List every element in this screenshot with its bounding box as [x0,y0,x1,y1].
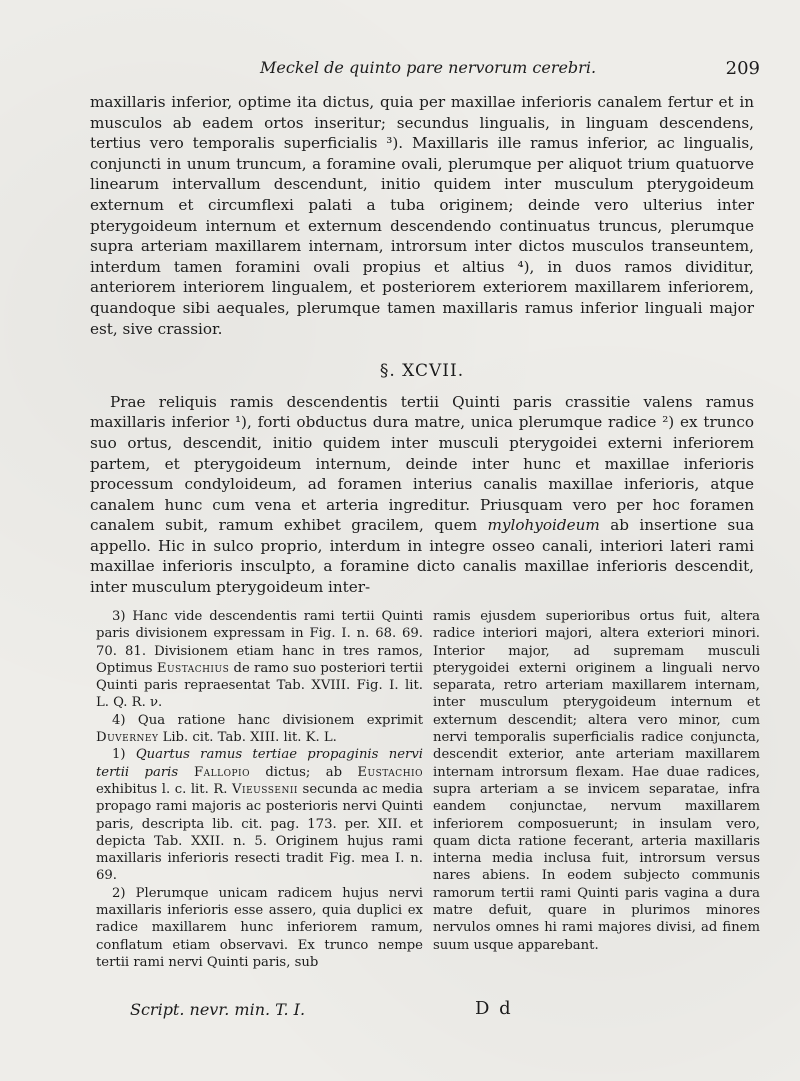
footnotes [96,608,760,988]
footnote-2: 2) Plerumque unicam radicem hujus nervi maxillaris inferioris esse assero, quia duplici ex radice maxillarem hunc inferiorem ramum, conflatum etiam observavi. Ex trunco nempe tertii rami nervi Quinti paris, sub [96,885,423,970]
footnote-1-quote: Quartus ramus tertiae propaginis nervi tertii paris [96,747,423,780]
footnote-4 [96,712,423,747]
signature-mark: Script. nevr. min. T. I. [130,1000,306,1019]
page-footer [130,1000,690,1026]
author-fallopio: Fallopio [178,764,250,780]
main-text [90,92,754,598]
footnote-3 [96,608,423,712]
section-paragraph-part-2: ab insertione sua appello. Hic in sulco proprio, interdum in integre osseo canali, interiori lateri rami maxillae inferioris insculpto, a foramine dicto canalis maxillae inferioris descendit, inter musculum pterygoideum inter- [90,516,755,597]
footnote-2-continued: ramis ejusdem superioribus ortus fuit, altera radice interiori majori, altera exteriori minori. Interior major, ad supremam musculi pterygoidei externi originem a linguali nervo separata, retro arteriam maxillarem internam, inter musculum pterygoideum internum et externum descendit; altera vero minor, cum nervi temporalis superficialis radice conjuncta, descendit exterior, ante arteriam maxillarem internam introrsum flexam. Hae duae radices, supra arteriam a se invicem separatae, infra eandem conjunctae, nervum maxillarem inferiorem composuerunt; in insulam vero, quam dicta ratione fecerant, arteria maxillaris interna media inclusa fuit, introrsum versus nares abiens. In eodem subjecto communis ramorum tertii rami Quinti paris vagina a dura matre defuit, quare in plurimos minores nervulos omnes hi rami majores divisi, ad finem suum usque apparebant. [433,609,760,953]
footnote-1-text-b: exhibitus l. c. lit. R. [96,781,233,797]
page-header [90,58,760,82]
footnote-1-text-c: secunda ac media propago rami majoris ac posterioris nervi Quinti paris, descripta lib. cit. pag. 173. per. XII. et depicta Tab. XXII. n. 5. Originem hujus rami maxillaris inferioris resecti tradit Fig. mea I. n. 69. [96,781,423,884]
footnote-4-text-a: 4) Qua ratione hanc divisionem exprimit [112,712,423,728]
footnote-1-number: 1) [112,747,136,763]
page-number: 209 [725,58,760,79]
footnote-4-text-b: Lib. cit. Tab. XIII. lit. K. L. [158,730,337,746]
mylohyoideum-term: mylohyoideum [487,516,600,535]
author-eustachio: Eustachio [357,764,423,780]
sheet-mark: D d [475,998,513,1019]
intro-paragraph: maxillaris inferior, optime ita dictus, quia per maxillae inferioris canalem fertur et in musculos ab eadem ortos inseritur; secundus lingualis, in linguam descendens, tertius vero temporalis superficialis ³). Maxillaris ille ramus inferior, ac lingualis, conjuncti in unum truncum, a foramine ovali, plerumque per aliquot trium quatuorve linearum intervallum descendunt, initio quidem inter musculum pterygoideum externum et circumflexi palati a tuba originem; deinde vero ulterius inter pterygoideum internum et externum descendendo continuatus truncus, plerumque supra arteriam maxillarem internam, introrsum inter dictos musculos transeuntem, interdum tamen foramini ovali propius et altius ⁴), in duos ramos dividitur, anteriorem interiorem lingualem, et posteriorem exteriorem maxillarem inferiorem, quandoque sibi aequales, plerumque tamen maxillaris ramus inferior linguali major est, sive crassior. [90,93,754,338]
footnote-1 [96,746,423,884]
section-paragraph-part-1: Prae reliquis ramis descendentis tertii Quinti paris crassitie valens ramus maxillaris inferior ¹), forti obductus dura matre, unica plerumque radice ²) ex trunco suo ortus, descendit, initio quidem inter musculi pterygoidei externi inferiorem partem, et pterygoideum internum, deinde inter hunc et maxillae inferioris processum condyloideum, ad foramen interius canalis maxillae inferioris, atque canalem hunc cum vena et arteria ingreditur. Priusquam vero per hoc foramen canalem subit, ramum exhibet gracilem, quem [90,392,754,535]
footnotes-left-column [96,608,423,971]
footnote-3-text-a: 3) Hanc vide descendentis rami tertii Quinti paris divisionem expressam in Fig. I. n. 68. 69. 70. 81. Divisionem etiam hanc in tres ramos, Optimus [96,609,423,676]
running-title: Meckel de quinto pare nervorum cerebri. [260,58,597,77]
author-eustachius: Eustachius [156,660,230,676]
author-duverney: Duverney [96,730,159,746]
footnote-1-text-a: dictus; ab [249,764,358,780]
section-heading: §. XCVII. [379,361,465,382]
author-vieussenii: Vieussenii [232,781,298,797]
section-paragraph [90,392,754,598]
footnotes-right-column [433,608,760,954]
footnote-3-text-b: de ramo suo posteriori tertii Quinti paris repraesentat Tab. XVIII. Fig. I. lit. L. Q. R. ν. [96,660,423,711]
